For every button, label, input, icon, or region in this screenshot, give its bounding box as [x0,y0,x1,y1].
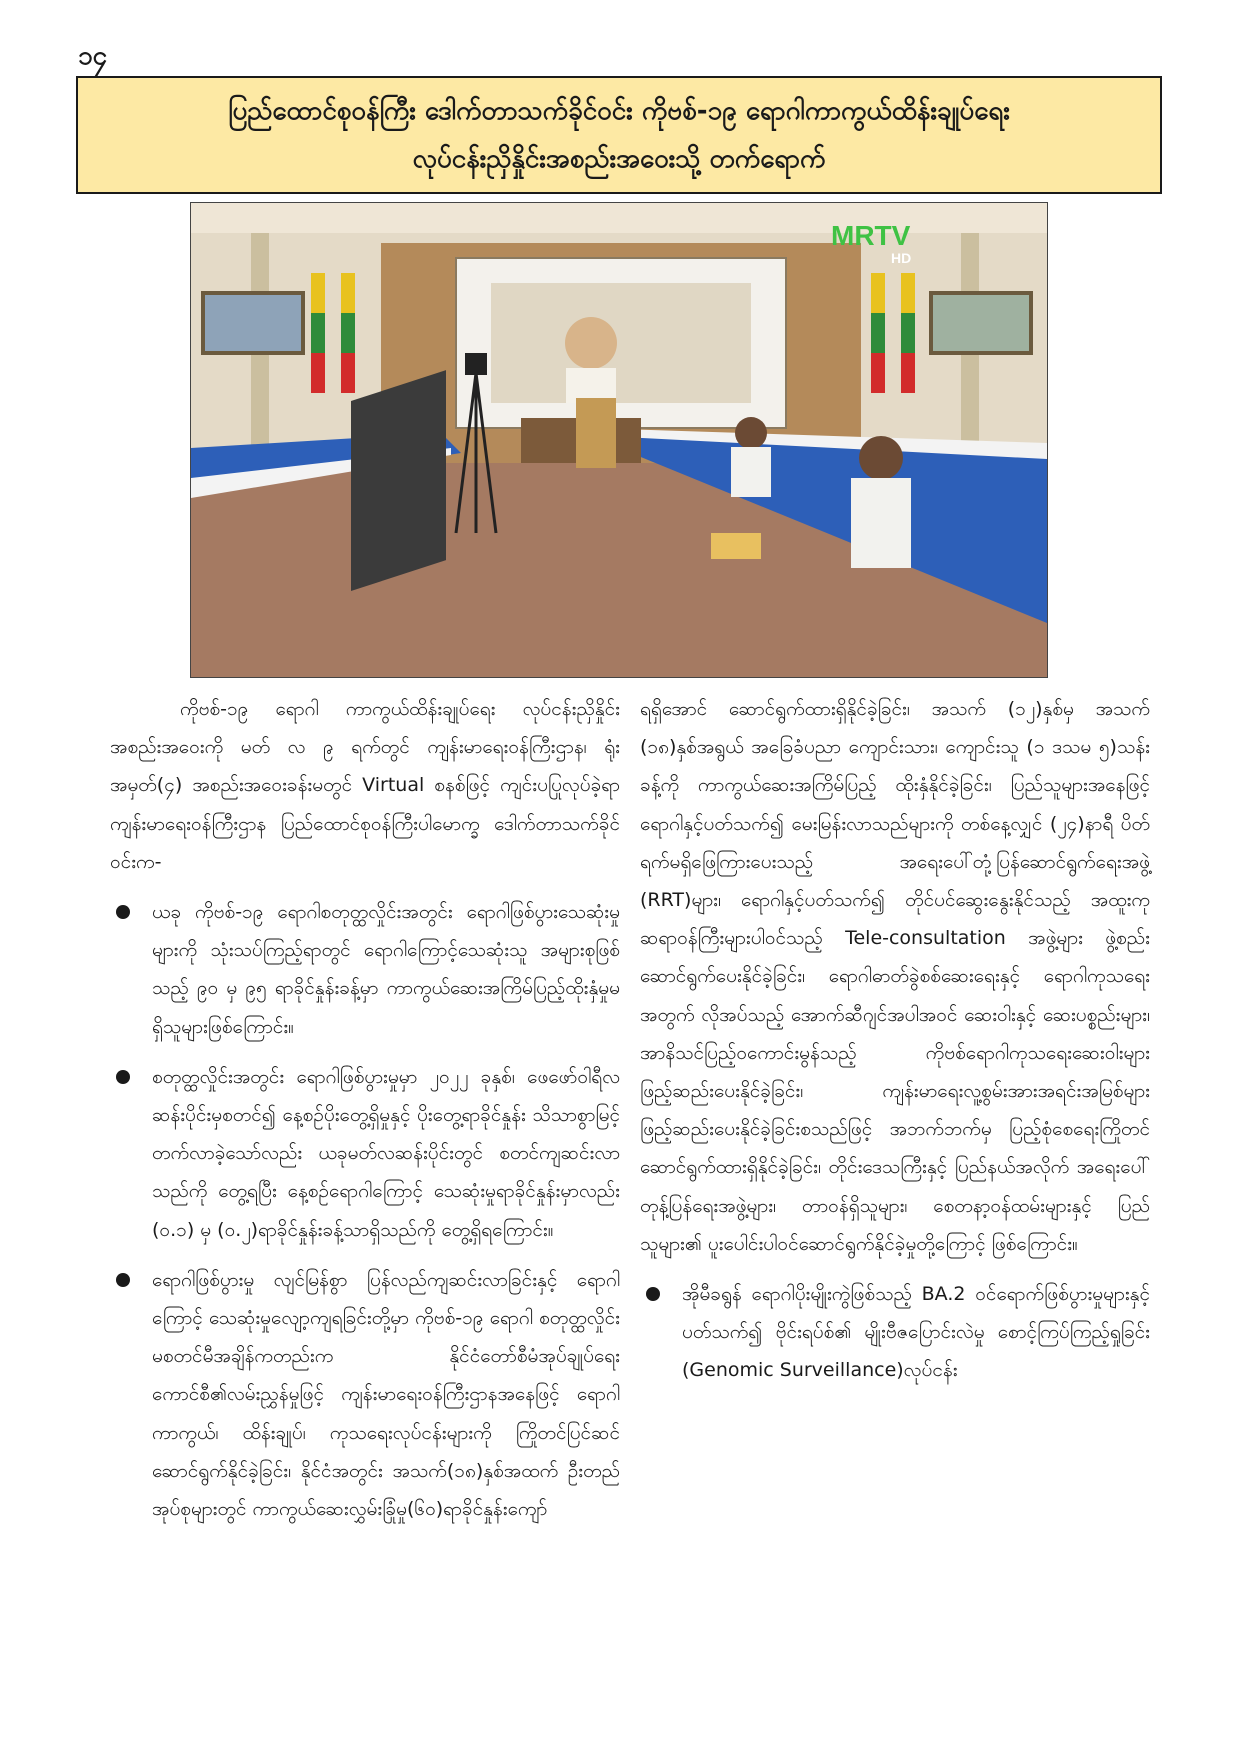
intro-paragraph: ကိုဗစ်-၁၉ ရောဂါ ကာကွယ်ထိန်းချုပ်ရေး လုပ်ငန်းညှိနှိုင်းအစည်းအဝေးကို မတ် လ ၉ ရက်တွင် ကျန်းမာရေးဝန်ကြီးဌာန၊ ရုံးအမှတ်(၄) အစည်းအဝေးခန်းမတွင် Virtual စနစ်ဖြင့် ကျင်းပပြုလုပ်ခဲ့ရာ ကျန်းမာရေးဝန်ကြီးဌာန ပြည်ထောင်စုဝန်ကြီးပါမောက္ခ ဒေါက်တာသက်ခိုင်ဝင်းက- [110,698,620,873]
monitor [351,370,446,591]
bullet-dot-icon [646,1287,660,1301]
bullet-item [640,1275,1150,1390]
bullet-text: စတုတ္ထလှိုင်းအတွင်း ရောဂါဖြစ်ပွားမှုမှာ ၂၀၂၂ ခုနှစ်၊ ဖေဖော်ဝါရီလဆန်းပိုင်းမှစတင်၍ နေ့စဉ်ပိုးတွေ့ရှိမှုနှင့် ပိုးတွေ့ရာခိုင်နှုန်း သိသာစွာမြင့်တက်လာခဲ့သော်လည်း ယခုမတ်လဆန်းပိုင်းတွင် စတင်ကျဆင်းလာသည်ကို တွေ့ရပြီး နေ့စဉ်ရောဂါကြောင့် သေဆုံးမှုရာခိုင်နှုန်းမှာလည်း (၀.၁) မှ (၀.၂)ရာခိုင်နှုန်းခန့်သာရှိသည်ကို တွေ့ရှိရကြောင်း။ [152,1065,620,1241]
page-number: ၁၄ [78,41,108,71]
bullet-item [110,893,620,1046]
bullet-item [110,1261,620,1528]
ceiling [191,203,1047,233]
attendee-right [851,478,911,568]
camera [465,353,487,375]
meeting-room-illustration [191,203,1047,677]
bullet-text: အိုမီခရွန် ရောဂါပိုးမျိုးကွဲဖြစ်သည့် BA.2 ဝင်ရောက်ဖြစ်ပွားမှုများနှင့်ပတ်သက်၍ ဗိုင်းရပ်စ်၏ မျိုးဗီဇပြောင်းလဲမှု စောင့်ကြပ်ကြည့်ရှုခြင်း (Genomic Surveillance)လုပ်ငန်း [682,1283,1150,1382]
wall-painting-left [203,293,303,353]
bullet-dot-icon [116,1070,130,1084]
podium [576,398,616,468]
headline-box [76,76,1162,194]
bullet-dot-icon [116,1273,130,1287]
mrtv-logo: MRTV [831,220,911,251]
bullet-text: ယခု ကိုဗစ်-၁၉ ရောဂါစတုတ္ထလှိုင်းအတွင်း ရောဂါဖြစ်ပွားသေဆုံးမှုများကို သုံးသပ်ကြည့်ရာတွင် ရောဂါကြောင့်သေဆုံးသူ အများစုဖြစ်သည့် ၉၀ မှ ၉၅ ရာခိုင်နှုန်းခန့်မှာ ကာကွယ်ဆေးအကြိမ်ပြည့်ထိုးနှံမှုမရှိသူများဖြစ်ကြောင်း။ [152,901,620,1038]
right-column [640,690,1150,1390]
headline-line-2: လုပ်ငန်းညှိနှိုင်းအစည်းအဝေးသို့ တက်ရောက် [412,144,826,174]
headline-line-1: ပြည်ထောင်စုဝန်ကြီး ဒေါက်တာသက်ခိုင်ဝင်း ကိုဗစ်-၁၉ ရောဂါကာကွယ်ထိန်းချုပ်ရေး [228,96,1010,126]
left-column [110,690,620,1528]
meeting-photo [190,202,1048,678]
wall-painting-right [931,293,1031,353]
bullet-item [110,1058,620,1249]
hd-label: HD [891,250,912,266]
bullet-dot-icon [116,905,130,919]
bullet-text: ရောဂါဖြစ်ပွားမှု လျင်မြန်စွာ ပြန်လည်ကျဆင်းလာခြင်းနှင့် ရောဂါကြောင့် သေဆုံးမှုလျော့ကျရခြင်းတို့မှာ ကိုဗစ်-၁၉ ရောဂါ စတုတ္ထလှိုင်း မစတင်မီအချိန်ကတည်းက နိုင်ငံတော်စီမံအုပ်ချုပ်ရေးကောင်စီ၏လမ်းညွှန်မှုဖြင့် ကျန်းမာရေးဝန်ကြီးဌာနအနေဖြင့် ရောဂါကာကွယ်၊ ထိန်းချုပ်၊ ကုသရေးလုပ်ငန်းများကို ကြိုတင်ပြင်ဆင်ဆောင်ရွက်နိုင်ခဲ့ခြင်း၊ နိုင်ငံအတွင်း အသက်(၁၈)နှစ်အထက် ဦးတည်အုပ်စုများတွင် ကာကွယ်ဆေးလွှမ်းခြုံမှု(၆၀)ရာခိုင်နှုန်းကျော် [152,1268,620,1521]
tissue-box [711,533,761,559]
continuation-paragraph: ရရှိအောင် ဆောင်ရွက်ထားရှိနိုင်ခဲ့ခြင်း၊ အသက် (၁၂)နှစ်မှ အသက် (၁၈)နှစ်အရွယ် အခြေခံပညာ ကျောင်းသား၊ ကျောင်းသူ (၁ ဒသမ ၅)သန်းခန့်ကို ကာကွယ်ဆေးအကြိမ်ပြည့် ထိုးနှံနိုင်ခဲ့ခြင်း၊ ပြည်သူများအနေဖြင့် ရောဂါနှင့်ပတ်သက်၍ မေးမြန်းလာသည်များကို တစ်နေ့လျှင် (၂၄)နာရီ ပိတ်ရက်မရှိဖြေကြားပေးသည့် အရေးပေါ်တုံ့ပြန်ဆောင်ရွက်ရေးအဖွဲ့ (RRT)များ၊ ရောဂါနှင့်ပတ်သက်၍ တိုင်ပင်ဆွေးနွေးနိုင်သည့် အထူးကုဆရာဝန်ကြီးများပါဝင်သည့် Tele-consultation အဖွဲ့များ ဖွဲ့စည်းဆောင်ရွက်ပေးနိုင်ခဲ့ခြင်း၊ ရောဂါဓာတ်ခွဲစစ်ဆေးရေးနှင့် ရောဂါကုသရေးအတွက် လိုအပ်သည့် အောက်ဆီဂျင်အပါအဝင် ဆေးဝါးနှင့် ဆေးပစ္စည်းများ၊ အာနိသင်ပြည့်ဝကောင်းမွန်သည့် ကိုဗစ်ရောဂါကုသရေးဆေးဝါးများ ဖြည့်ဆည်းပေးနိုင်ခဲ့ခြင်း၊ ကျန်းမာရေးလူ့စွမ်းအားအရင်းအမြစ်များ ဖြည့်ဆည်းပေးနိုင်ခဲ့ခြင်းစသည်ဖြင့် အဘက်ဘက်မှ ပြည့်စုံစေရေးကြိုတင်ဆောင်ရွက်ထားရှိနိုင်ခဲ့ခြင်း၊ တိုင်းဒေသကြီးနှင့် ပြည်နယ်အလိုက် အရေးပေါ်တုန့်ပြန်ရေးအဖွဲ့များ၊ တာဝန်ရှိသူများ၊ စေတနာ့ဝန်ထမ်းများနှင့် ပြည်သူများ၏ ပူးပေါင်းပါဝင်ဆောင်ရွက်နိုင်ခဲ့မှုတို့ကြောင့် ဖြစ်ကြောင်း။ [640,698,1150,1255]
